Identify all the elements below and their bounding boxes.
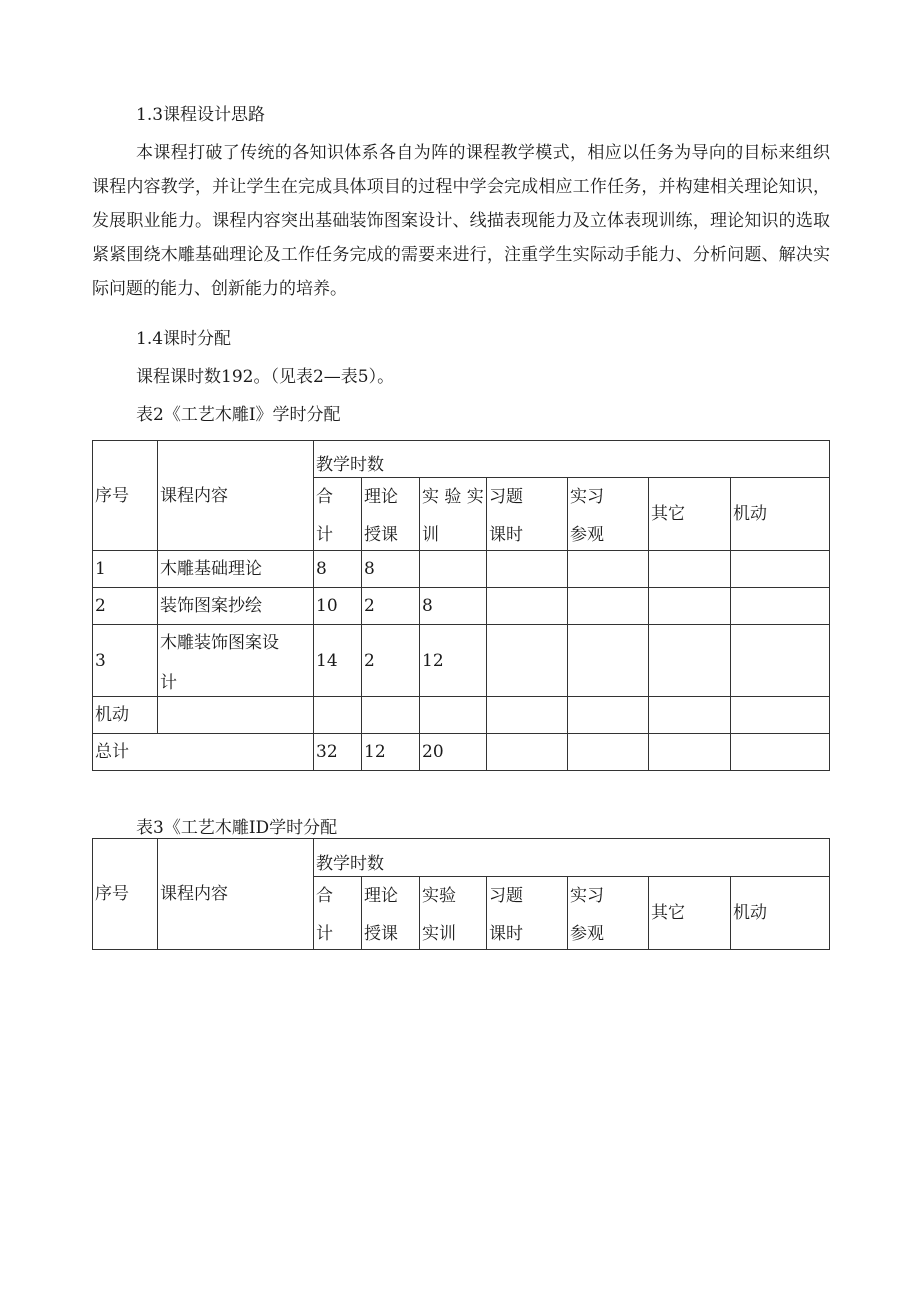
- cell-total-label: 总计: [93, 734, 314, 771]
- table3-caption: 表3《工艺木雕ID学时分配: [136, 818, 338, 838]
- table2-header-practice: 实 验 实 训: [420, 478, 487, 551]
- table-row: [93, 551, 830, 588]
- table2-header-flex: 机动: [731, 478, 830, 551]
- hours-summary: 课程课时数192。（见表2—表5）。: [136, 367, 395, 387]
- table3-header-flex: 机动: [731, 877, 830, 950]
- cell-theory: 8: [362, 551, 420, 588]
- table2-header-intern: 实习 参观: [568, 478, 649, 551]
- table3-header-theory: 理论 授课: [362, 877, 420, 950]
- cell-no: 1: [93, 551, 158, 588]
- cell-theory: 2: [362, 625, 420, 697]
- table-row: [93, 697, 830, 734]
- table2-header-theory: 理论 授课: [362, 478, 420, 551]
- cell-practice: 12: [420, 625, 487, 697]
- cell-total: 14: [314, 625, 362, 697]
- cell-practice: [420, 551, 487, 588]
- table3-header-other: 其它: [649, 877, 731, 950]
- cell-practice: 20: [420, 734, 487, 771]
- cell-content: 装饰图案抄绘: [158, 588, 314, 625]
- table3-header-group: 教学时数: [314, 839, 830, 877]
- cell-content: 木雕装饰图案设 计: [158, 625, 314, 697]
- cell-practice: 8: [420, 588, 487, 625]
- cell-content: 木雕基础理论: [158, 551, 314, 588]
- table3-header-content: 课程内容: [158, 839, 314, 950]
- table2-header-content: 课程内容: [158, 441, 314, 551]
- cell-total: 10: [314, 588, 362, 625]
- cell-theory: 2: [362, 588, 420, 625]
- table2-header-exercise: 习题 课时: [487, 478, 568, 551]
- cell-total: 8: [314, 551, 362, 588]
- cell-theory: 12: [362, 734, 420, 771]
- table2-header-no: 序号: [93, 441, 158, 551]
- table3-header-intern: 实习 参观: [568, 877, 649, 950]
- section-1-3-paragraph: 本课程打破了传统的各知识体系各自为阵的课程教学模式，相应以任务为导向的目标来组织课程内容教学，并让学生在完成具体项目的过程中学会完成相应工作任务，并构建相关理论知识，发展职业能力。课程内容突出基础装饰图案设计、线描表现能力及立体表现训练，理论知识的选取紧紧围绕木雕基础理论及工作任务完成的需要来进行，注重学生实际动手能力、分析问题、解决实际问题的能力、创新能力的培养。: [92, 143, 830, 299]
- section-1-3-heading: 1.3课程设计思路: [136, 105, 266, 125]
- table3-header-total: 合 计: [314, 877, 362, 950]
- section-1-4-heading: 1.4课时分配: [136, 329, 232, 349]
- table3: [92, 838, 830, 950]
- table-row: [93, 625, 830, 697]
- table2-header-other: 其它: [649, 478, 731, 551]
- table-row: [93, 734, 830, 771]
- table2: [92, 440, 830, 771]
- table-row: [93, 588, 830, 625]
- table2-caption: 表2《工艺木雕I》学时分配: [136, 405, 341, 425]
- cell-no: 2: [93, 588, 158, 625]
- table3-header-no: 序号: [93, 839, 158, 950]
- cell-flex-label: 机动: [93, 697, 158, 734]
- table3-header-exercise: 习题 课时: [487, 877, 568, 950]
- table3-header-practice: 实验 实训: [420, 877, 487, 950]
- cell-no: 3: [93, 625, 158, 697]
- table2-header-total: 合 计: [314, 478, 362, 551]
- table2-header-group: 教学时数: [314, 441, 830, 478]
- cell-total: 32: [314, 734, 362, 771]
